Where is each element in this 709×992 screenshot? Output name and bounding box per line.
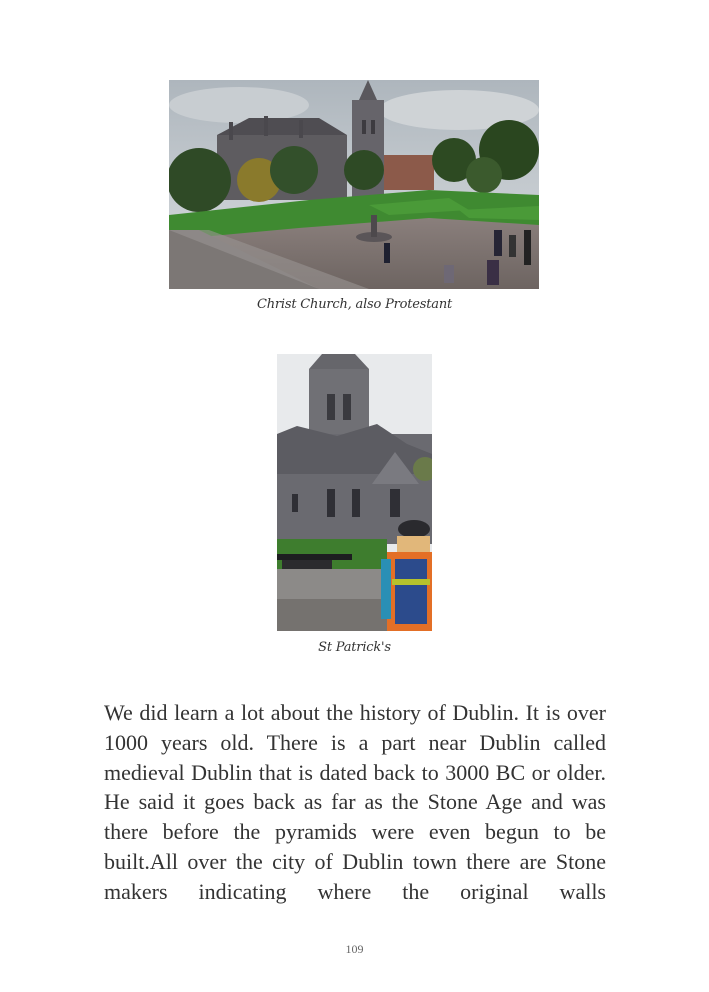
christ-church-photo	[169, 80, 539, 289]
page-number: 109	[345, 942, 364, 956]
st-patricks-photo	[277, 354, 432, 631]
figure-caption-st-patricks: St Patrick's	[318, 640, 391, 655]
figure-caption-christ-church: Christ Church, also Protestant	[256, 297, 453, 312]
body-paragraph: We did learn a lot about the history of Dublin. It is over 1000 years old. There is a part near Dublin called medieval Dublin that is dated back to 3000 BC or older. He said it goes back as far as the Stone Age and was there before the pyramids were even begun to be built.All over the city of Dublin town there are Stone makers indicating where the original walls	[104, 700, 606, 904]
